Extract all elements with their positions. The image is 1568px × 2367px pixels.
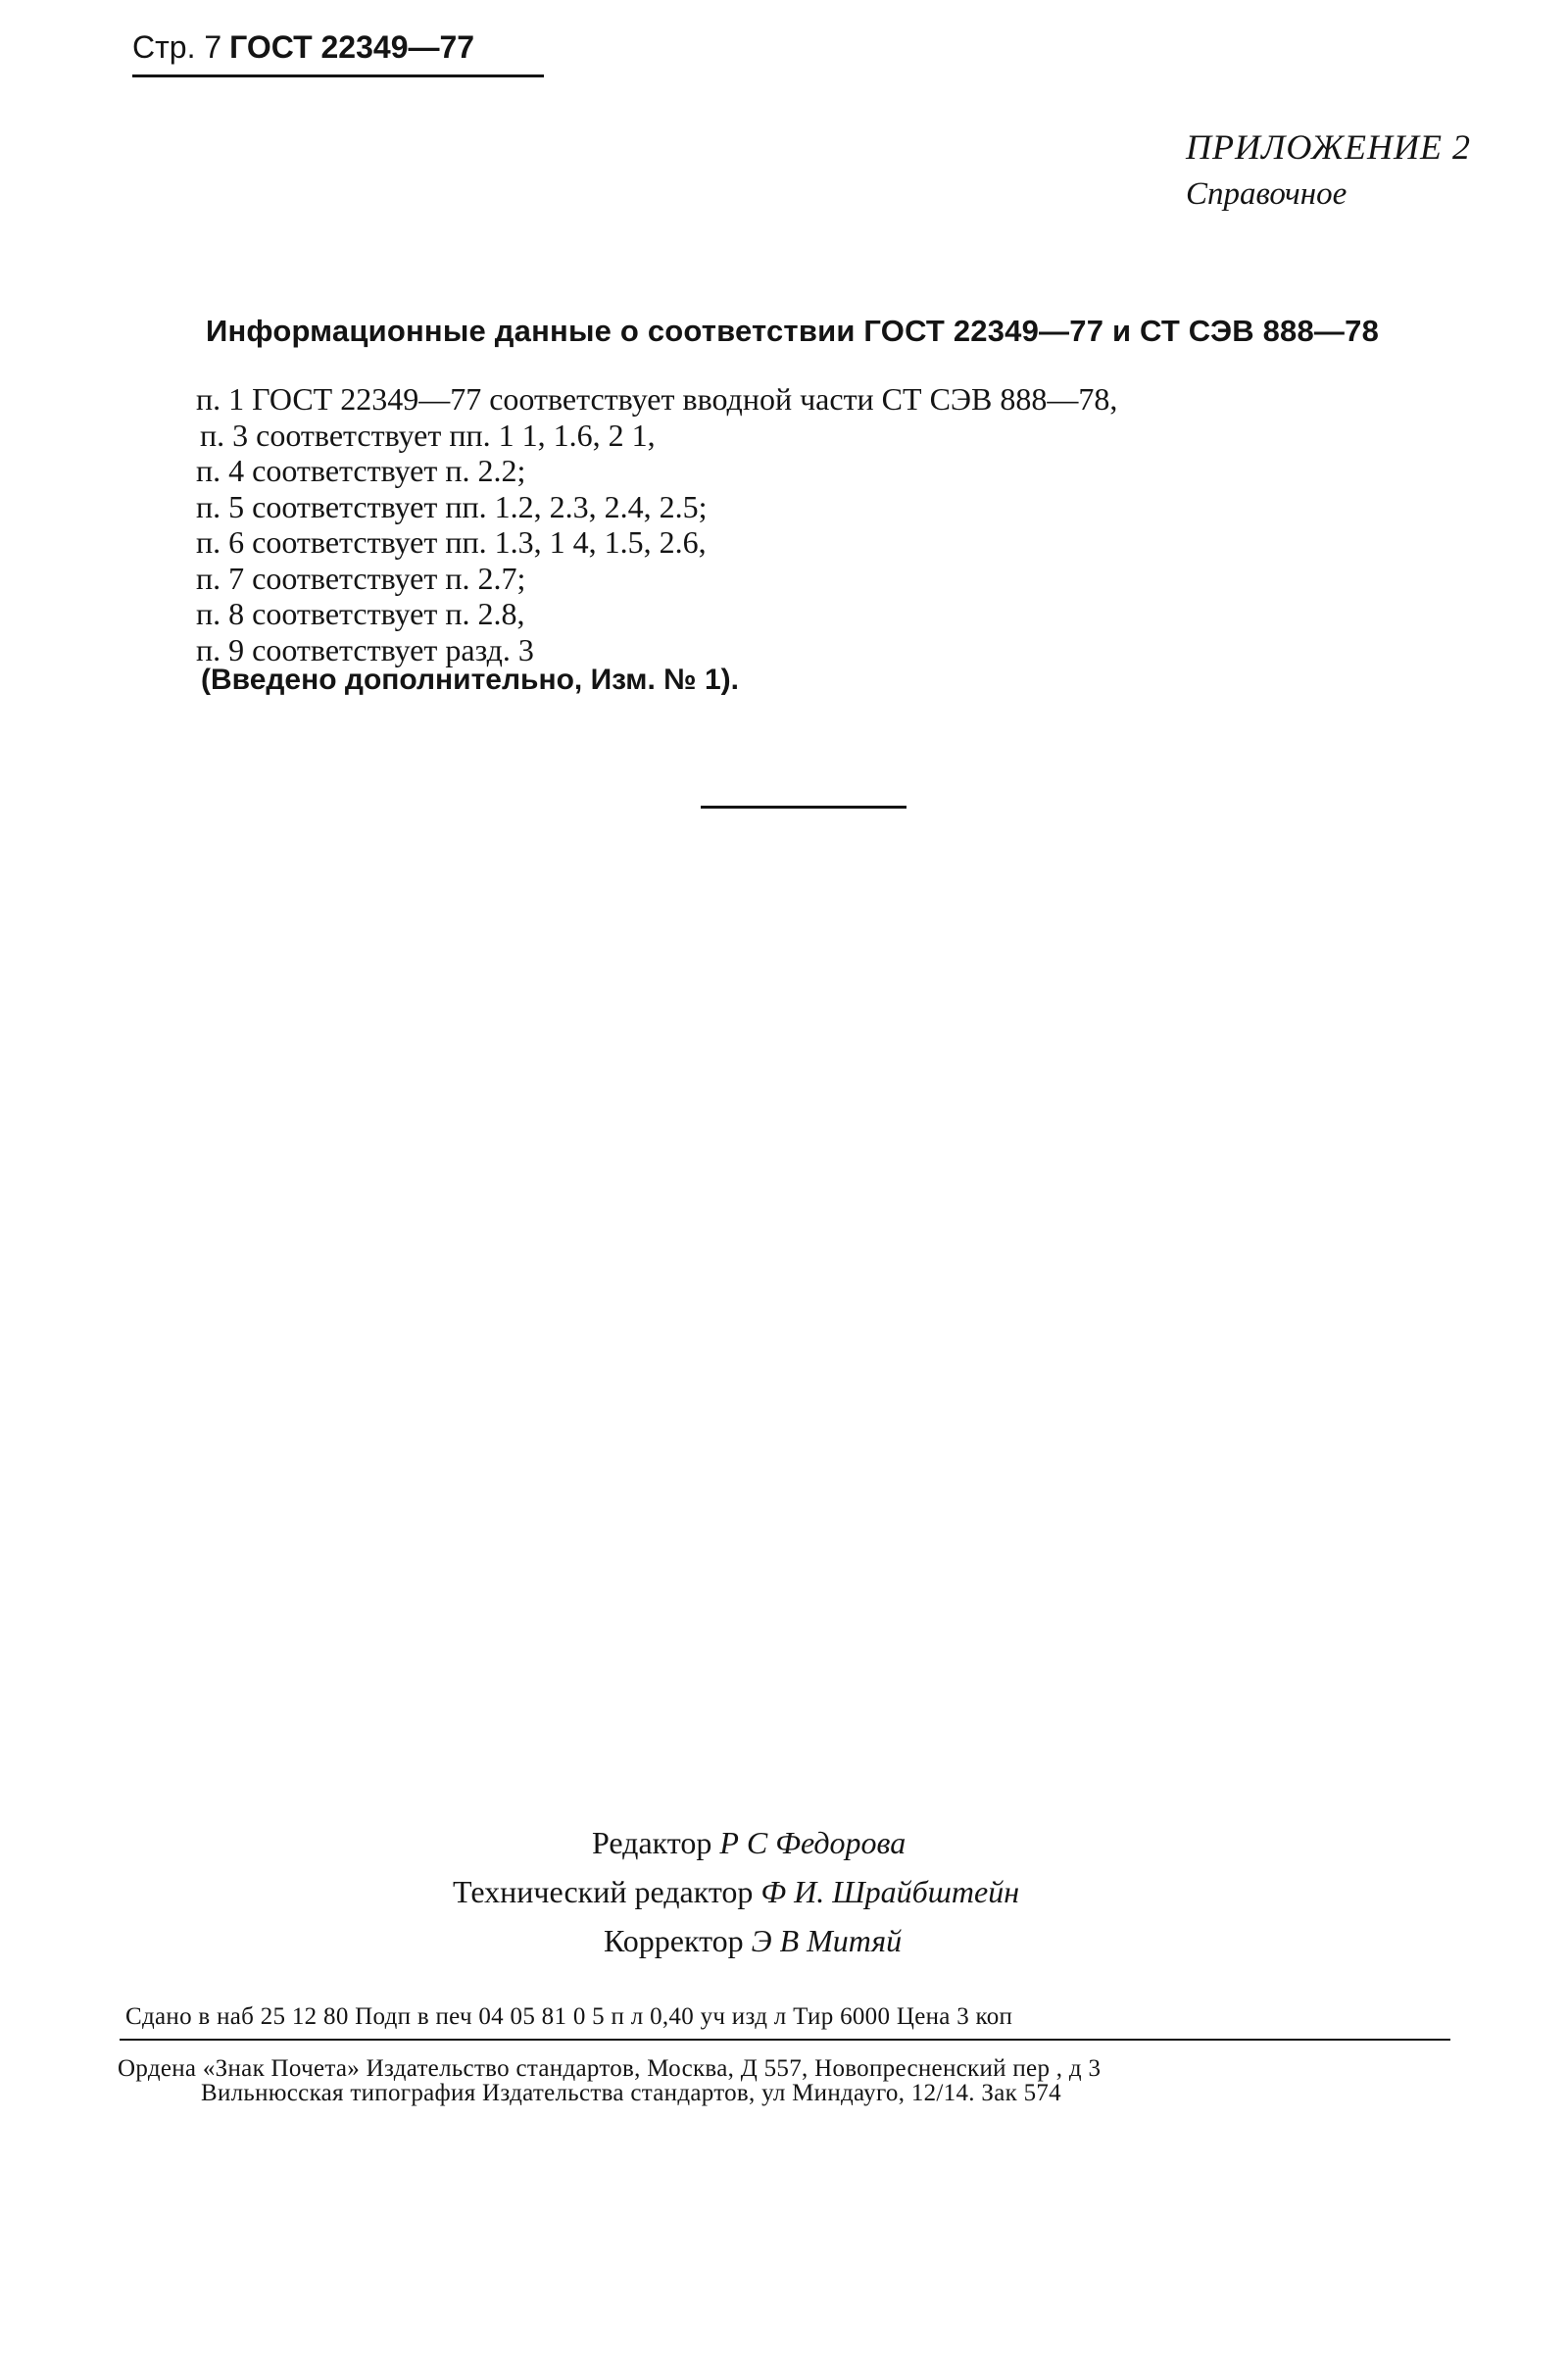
credit-corrector [604, 1919, 902, 1962]
list-item: п. 6 соответствует пп. 1.3, 1 4, 1.5, 2.6, [196, 524, 707, 560]
header-rule [132, 74, 544, 77]
list-item: п. 3 соответствует пп. 1 1, 1.6, 2 1, [200, 417, 656, 453]
imprint-printer: Вильнюсская типография Издательства стандартов, ул Миндауго, 12/14. Зак 574 [201, 2080, 1061, 2106]
imprint-printing-data: Сдано в наб 25 12 80 Подп в печ 04 05 81 0 5 п л 0,40 уч изд л Тир 6000 Цена 3 коп [125, 2003, 1013, 2030]
tech-editor-name: Ф И. Шрайбштейн [760, 1874, 1020, 1909]
imprint-publisher: Ордена «Знак Почета» Издательство стандартов, Москва, Д 557, Новопресненский пер , д 3 [118, 2055, 1102, 2082]
list-item: п. 4 соответствует п. 2.2; [196, 453, 526, 488]
credit-tech-editor [453, 1870, 1019, 1913]
section-title: Информационные данные о соответствии ГОСТ 22349—77 и СТ СЭВ 888—78 [206, 314, 1380, 348]
list-item: п. 5 соответствует пп. 1.2, 2.3, 2.4, 2.5; [196, 488, 708, 524]
correspondence-list [196, 381, 1117, 667]
page-header [132, 27, 474, 67]
list-item: п. 8 соответствует п. 2.8, [196, 596, 525, 631]
section-divider [701, 806, 906, 809]
editor-name: Р С Федорова [719, 1825, 906, 1860]
editor-role: Редактор [592, 1825, 712, 1860]
list-item: п. 9 соответствует разд. 3 [196, 631, 534, 667]
list-item: п. 1 ГОСТ 22349—77 соответствует вводной части СТ СЭВ 888—78, [196, 381, 1118, 417]
credit-editor [592, 1821, 906, 1864]
tech-editor-role: Технический редактор [453, 1874, 754, 1909]
standard-code: ГОСТ 22349—77 [229, 29, 475, 65]
imprint-rule [120, 2039, 1450, 2041]
list-item: п. 7 соответствует п. 2.7; [196, 560, 526, 596]
appendix-title: ПРИЛОЖЕНИЕ 2 [1186, 127, 1471, 167]
amendment-note: (Введено дополнительно, Изм. № 1). [201, 664, 739, 696]
corrector-role: Корректор [604, 1923, 744, 1958]
page-number: Стр. 7 [132, 29, 222, 65]
corrector-name: Э В Митяй [751, 1923, 903, 1958]
appendix-subtitle: Справочное [1186, 176, 1348, 212]
